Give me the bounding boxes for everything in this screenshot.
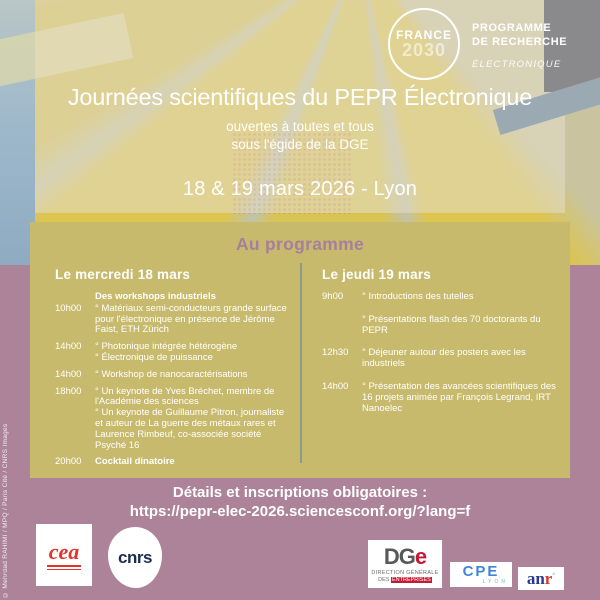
registration-url[interactable]: https://pepr-elec-2026.sciencesconf.org/?lang=f xyxy=(129,503,471,521)
program-column-thursday xyxy=(300,263,570,463)
france-2030-circle-icon xyxy=(388,8,460,80)
headline-block xyxy=(35,84,565,201)
schedule-item xyxy=(322,348,562,370)
program-label-line3: ÉLECTRONIQUE xyxy=(472,58,562,70)
page-title: Journées scientifiques du PEPR Électronique xyxy=(67,84,533,110)
france-2030-year: 2030 xyxy=(401,39,447,60)
subtitle-line1: ouvertes à toutes et tous xyxy=(226,119,374,134)
column-title-thursday: Le jeudi 19 mars xyxy=(322,267,431,282)
program-label-line1: PROGRAMME xyxy=(472,22,552,34)
column-title-wednesday: Le mercredi 18 mars xyxy=(55,267,191,282)
france-2030-logo xyxy=(388,8,567,80)
item-text: ° Matériaux semi-conducteurs grande surface pour l'électronique en présence de Jérôme Faist, ETH Zürich xyxy=(95,302,287,336)
schedule-item xyxy=(322,382,562,414)
schedule-item xyxy=(322,292,562,303)
program-columns xyxy=(30,263,570,468)
item-time: 10h00 xyxy=(55,302,82,314)
program-label xyxy=(472,8,567,80)
schedule-item xyxy=(322,315,562,337)
dge-logo: DGe DIRECTION GÉNÉRALE DES ENTREPRISES xyxy=(368,540,442,588)
item-time: 18h00 xyxy=(55,385,82,397)
item-time: 14h00 xyxy=(55,368,82,380)
anr-logo: anr° xyxy=(518,567,564,590)
cea-logo: cea xyxy=(36,524,92,586)
schedule-item xyxy=(55,342,292,364)
schedule-item xyxy=(55,304,292,336)
program-column-wednesday xyxy=(30,263,300,468)
subtitle-line2: sous l'égide de la DGE xyxy=(231,136,369,152)
subtitle xyxy=(35,118,565,154)
item-text: ° Présentation des avancées scientifiques des 16 projets animée par François Legrand, IRT Nanoelec xyxy=(362,380,556,414)
photo-credit: © Mehrdad RAHIMI / MPQ / Paris Cité / CNRS Images xyxy=(2,423,9,598)
item-time: 14h00 xyxy=(55,341,82,353)
item-text: ° Un keynote de Yves Bréchet, membre de l'Académie des sciences ° Un keynote de Guillaume Pitron, journaliste et auteur de La guerre des métaux rares et Laurence Rimbeuf, co-associée société Psyché 16 xyxy=(95,385,285,451)
schedule-item xyxy=(55,387,292,452)
cnrs-logo: cnrs xyxy=(108,527,162,588)
registration-details xyxy=(0,483,600,521)
item-text: ° Photonique intégrée hétérogène ° Électronique de puissance xyxy=(95,341,238,363)
schedule-item xyxy=(55,370,292,381)
schedule-item xyxy=(55,292,292,303)
item-time: 12h30 xyxy=(322,347,349,359)
schedule-item xyxy=(55,457,292,468)
program-label-line2: DE RECHERCHE xyxy=(472,35,568,48)
item-text: Cocktail dinatoire xyxy=(95,456,175,468)
item-time: 20h00 xyxy=(55,456,82,468)
program-panel xyxy=(30,222,570,478)
item-text: ° Introductions des tutelles xyxy=(362,291,474,302)
item-text: ° Présentations flash des 70 doctorants du PEPR xyxy=(362,313,541,336)
item-text: Des workshops industriels xyxy=(95,291,216,302)
item-text: ° Déjeuner autour des posters avec les industriels xyxy=(362,347,526,370)
program-heading: Au programme xyxy=(235,234,365,254)
france-2030-word: FRANCE xyxy=(396,27,452,42)
item-text: ° Workshop de nanocaractérisations xyxy=(95,368,248,380)
date-location: 18 & 19 mars 2026 - Lyon xyxy=(182,177,418,200)
cpe-lyon-logo: CPE LYON xyxy=(450,562,512,587)
item-time: 14h00 xyxy=(322,380,349,392)
item-time: 9h00 xyxy=(322,291,344,302)
details-label: Détails et inscriptions obligatoires : xyxy=(172,484,428,501)
